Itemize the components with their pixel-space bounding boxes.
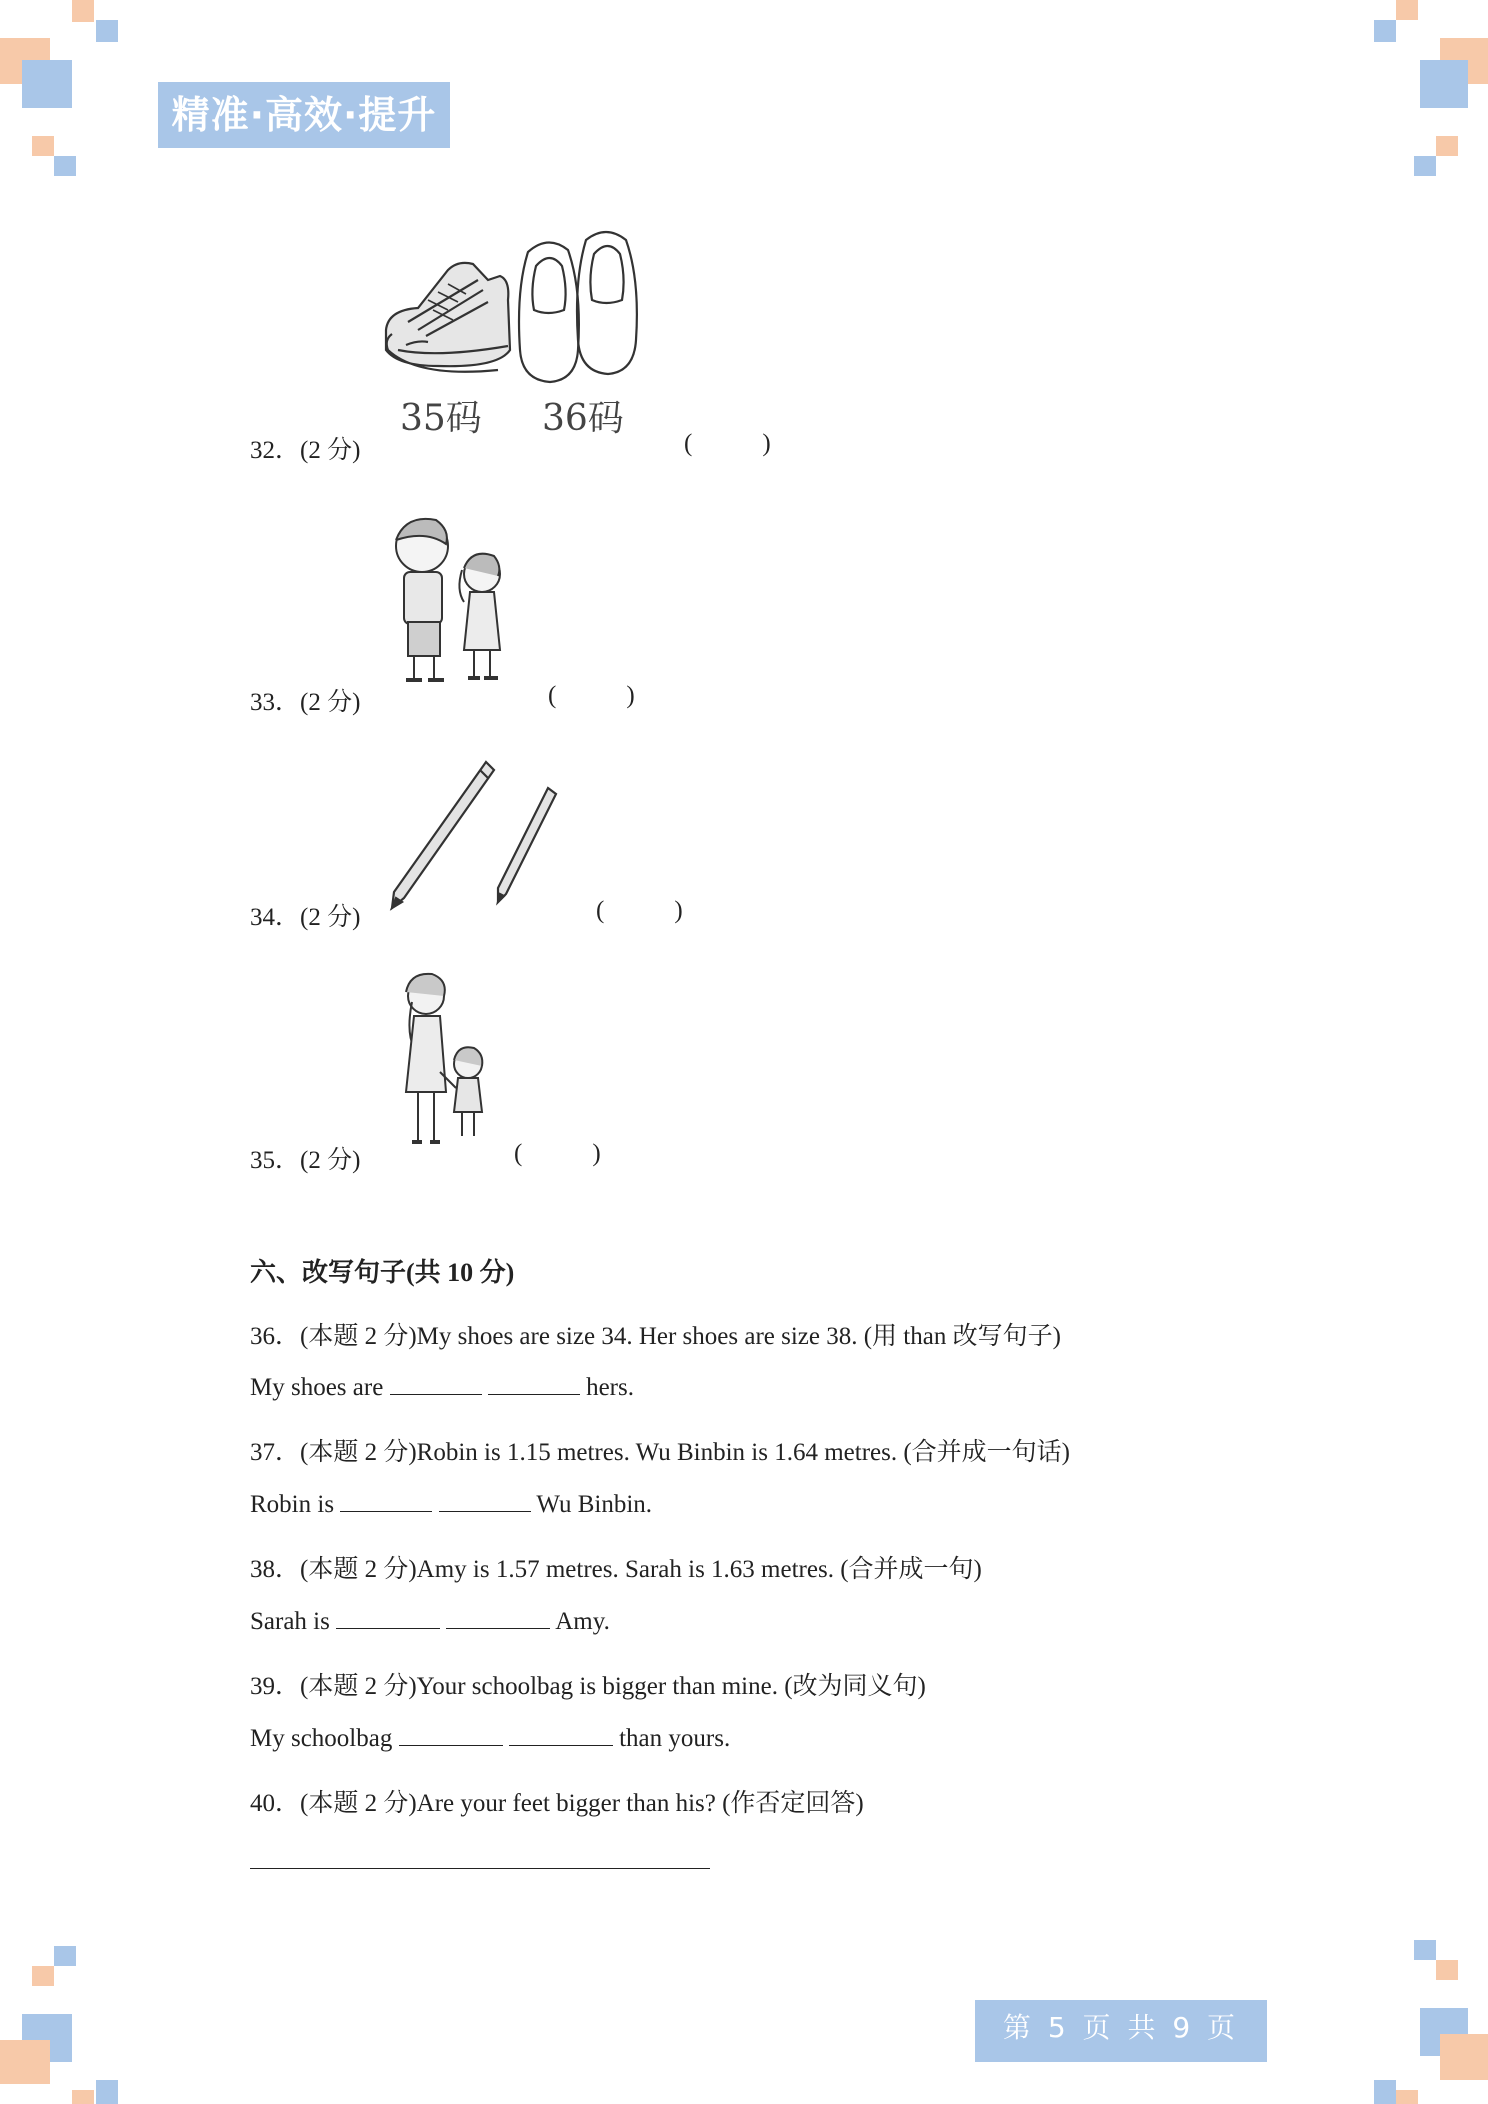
question-37-answer: Robin is Wu Binbin. <box>250 1491 653 1518</box>
answer-blank[interactable] <box>439 1491 531 1512</box>
shoe-size-label-a: 35码 <box>400 398 482 439</box>
answer-blank[interactable] <box>399 1725 503 1746</box>
question-32-answer-parens[interactable]: ( ) <box>684 430 771 457</box>
question-35-answer-parens[interactable]: ( ) <box>514 1140 601 1167</box>
children-height-illustration <box>386 510 516 690</box>
question-33-answer-parens[interactable]: ( ) <box>548 682 635 709</box>
question-34-answer-parens[interactable]: ( ) <box>596 897 683 924</box>
answer-blank[interactable] <box>336 1608 440 1629</box>
header-badge: 精准·高效·提升 <box>158 82 450 148</box>
question-35-label: 35．(2 分) <box>250 1147 361 1174</box>
answer-blank[interactable] <box>509 1725 613 1746</box>
question-34-label: 34．(2 分) <box>250 904 361 931</box>
pencils-illustration <box>386 758 566 914</box>
girls-illustration <box>390 972 500 1152</box>
page-number-badge: 第 5 页 共 9 页 <box>975 2000 1267 2062</box>
question-40-answer-line[interactable] <box>250 1868 710 1869</box>
answer-blank[interactable] <box>446 1608 550 1629</box>
question-38-answer: Sarah is Amy. <box>250 1608 610 1635</box>
question-37-prompt: 37．(本题 2 分)Robin is 1.15 metres. Wu Binbin is 1.64 metres. (合并成一句话) <box>250 1439 1071 1466</box>
question-38-prompt: 38．(本题 2 分)Amy is 1.57 metres. Sarah is 1.63 metres. (合并成一句) <box>250 1556 982 1583</box>
question-36-answer: My shoes are hers. <box>250 1374 634 1401</box>
question-40-prompt: 40．(本题 2 分)Are your feet bigger than his? (作否定回答) <box>250 1790 864 1817</box>
section-6-title: 六、改写句子(共 10 分) <box>250 1258 515 1287</box>
answer-blank[interactable] <box>390 1374 482 1395</box>
question-36-prompt: 36．(本题 2 分)My shoes are size 34. Her shoes are size 38. (用 than 改写句子) <box>250 1323 1061 1350</box>
shoes-illustration <box>378 230 660 440</box>
question-39-answer: My schoolbag than yours. <box>250 1725 731 1752</box>
question-39-prompt: 39．(本题 2 分)Your schoolbag is bigger than mine. (改为同义句) <box>250 1673 926 1700</box>
answer-blank[interactable] <box>340 1491 432 1512</box>
question-33-label: 33．(2 分) <box>250 689 361 716</box>
question-32-label: 32．(2 分) <box>250 437 361 464</box>
shoe-size-label-b: 36码 <box>542 398 624 439</box>
answer-blank[interactable] <box>488 1374 580 1395</box>
